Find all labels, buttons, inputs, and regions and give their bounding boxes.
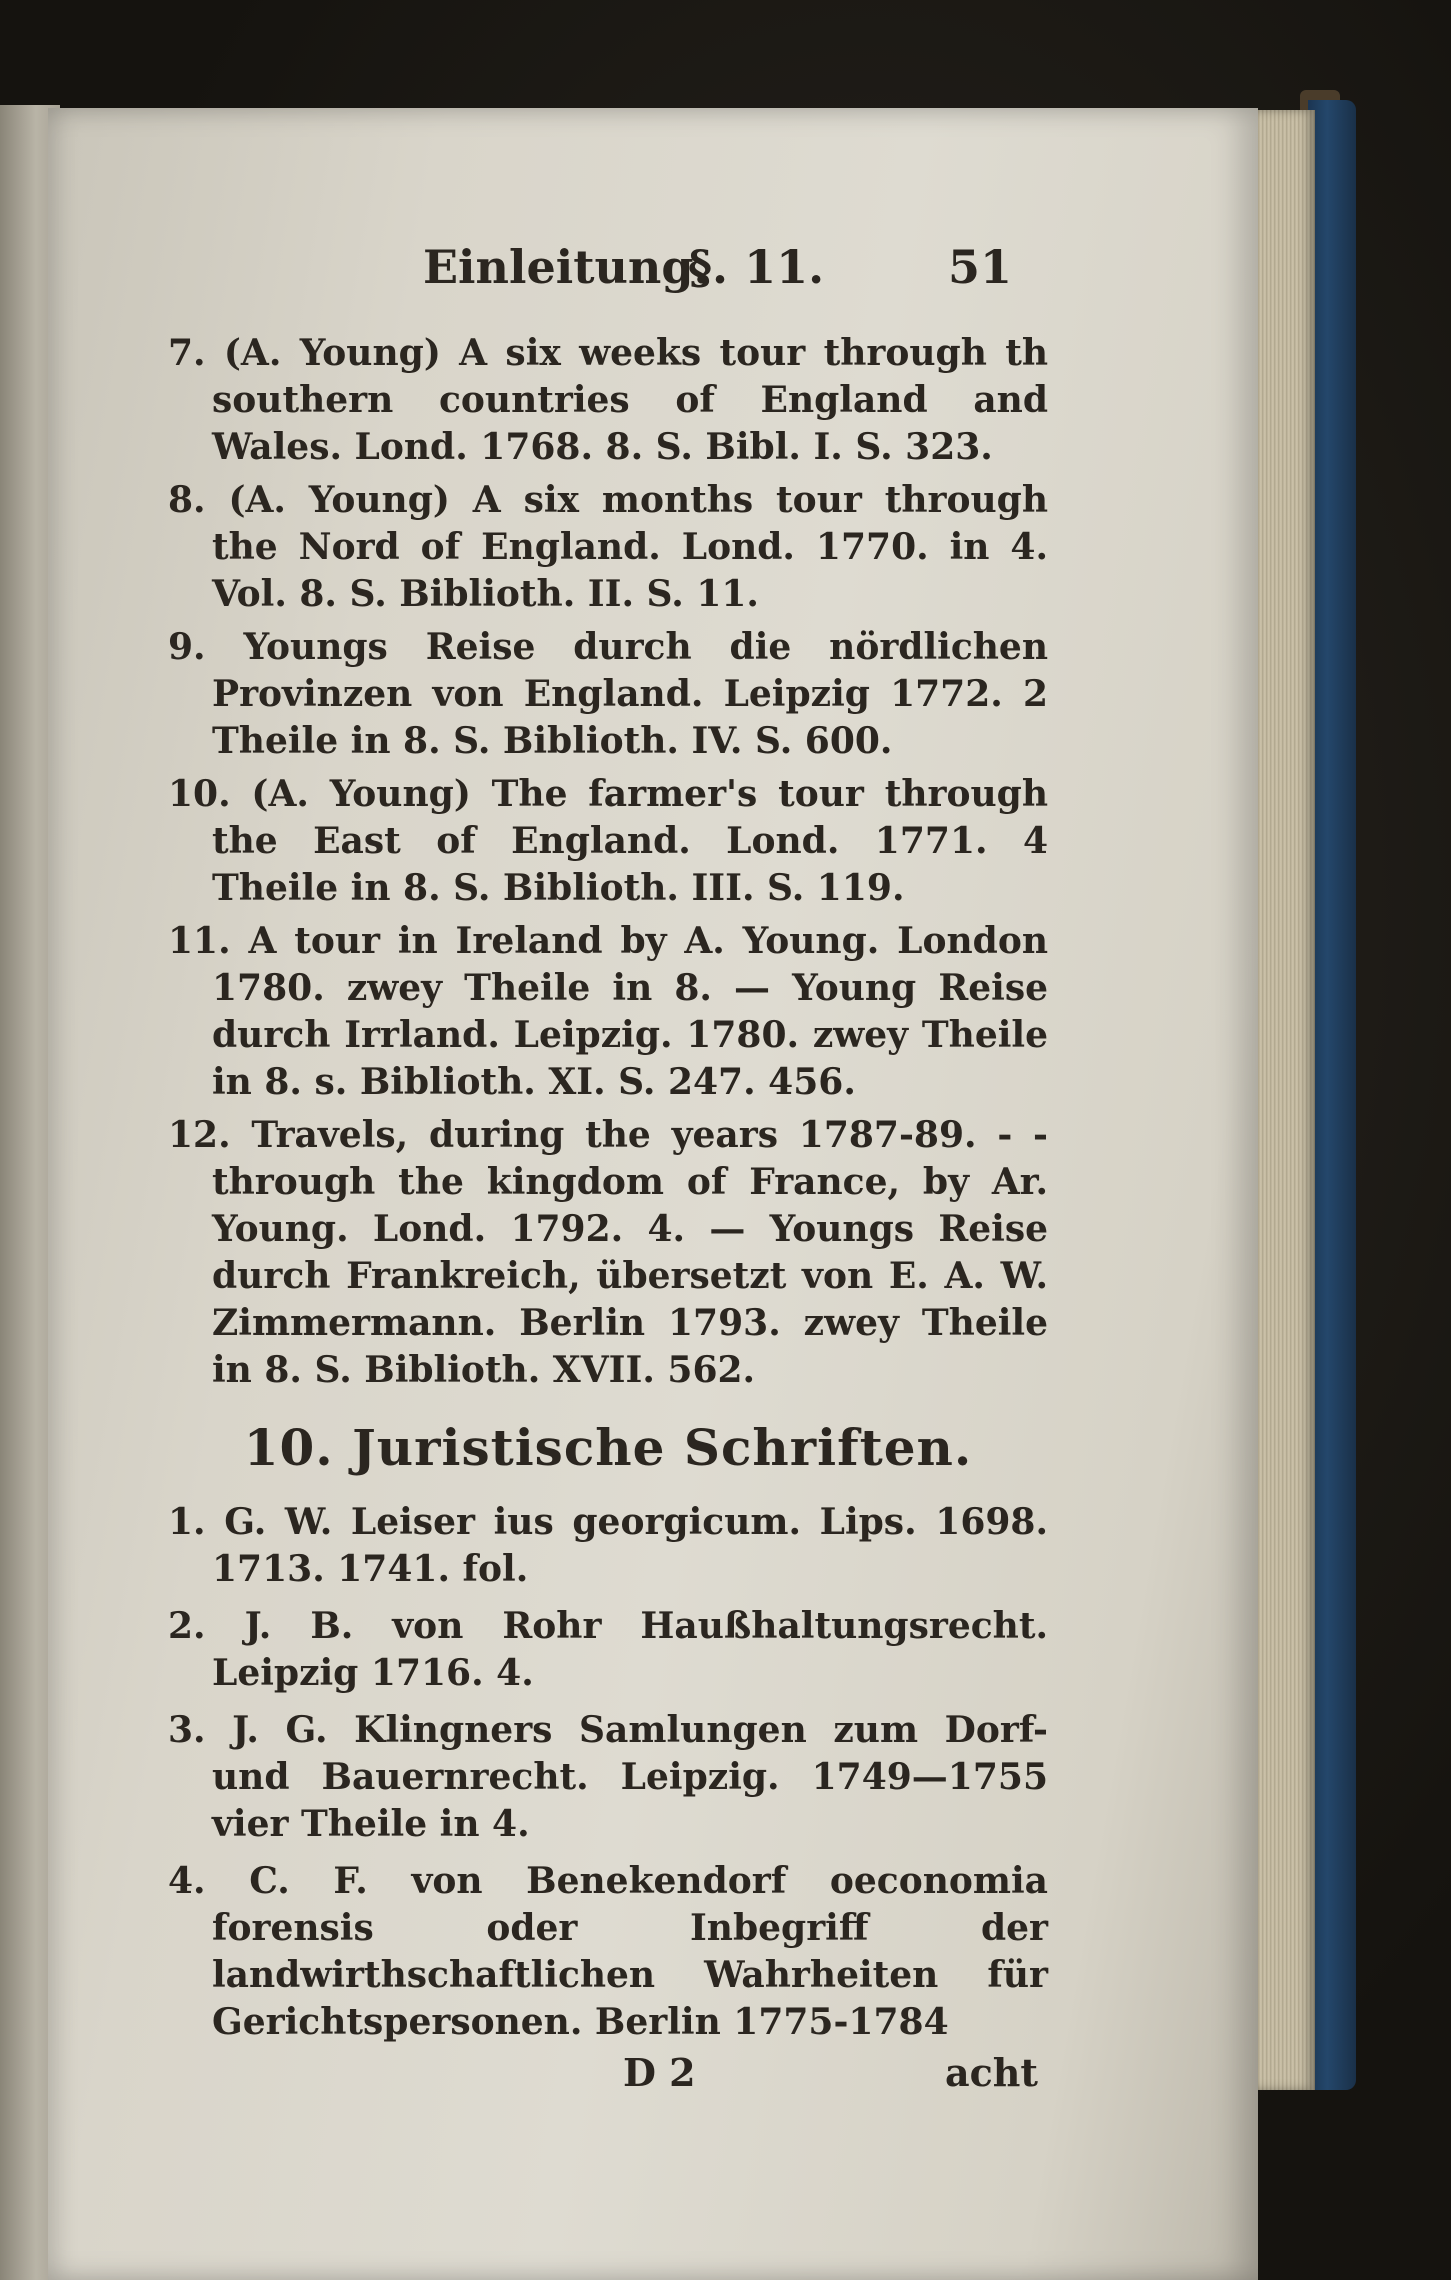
page-edges — [1255, 110, 1315, 2090]
entry-list-a — [168, 330, 1048, 1394]
page-text — [168, 230, 1048, 2100]
list-item: 8. (A. Young) A six months tour through the Nord of England. Lond. 1770. in 4. Vol. 8. S. Biblioth. II. S. 11. — [168, 479, 1048, 615]
entry-list-b — [168, 1499, 1048, 2046]
page-footer — [168, 2050, 1048, 2100]
list-item: 12. Travels, during the years 1787-89. - - through the kingdom of France, by Ar. Young. Lond. 1792. 4. — Youngs Reise durch Frankreich, übersetzt von E. A. W. Zimmermann. Berlin 1793. zwey Theile in 8. S. Biblioth. XVII. 562. — [168, 1114, 1048, 1391]
list-item: 11. A tour in Ireland by A. Young. London 1780. zwey Theile in 8. — Young Reise durch Irrland. Leipzig. 1780. zwey Theile in 8. s. Biblioth. XI. S. 247. 456. — [168, 920, 1048, 1103]
book-cover — [1308, 100, 1356, 2090]
section-heading: 10. Juristische Schriften. — [243, 1418, 973, 1477]
header-section: §. 11. — [688, 240, 825, 294]
list-item: 10. (A. Young) The farmer's tour through the East of England. Lond. 1771. 4 Theile in 8. S. Biblioth. III. S. 119. — [168, 773, 1048, 909]
list-item: 4. C. F. von Benekendorf oeconomia forensis oder Inbegriff der landwirthschaftlichen Wahrheiten für Gerichtspersonen. Berlin 1775-1784 — [168, 1860, 1048, 2043]
catchword: acht — [945, 2050, 1038, 2095]
list-item: 1. G. W. Leiser ius georgicum. Lips. 1698. 1713. 1741. fol. — [168, 1501, 1048, 1590]
signature-mark: D 2 — [623, 2050, 696, 2095]
header-title: Einleitung. — [423, 240, 710, 294]
list-item: 7. (A. Young) A six weeks tour through th southern countries of England and Wales. Lond. 1768. 8. S. Bibl. I. S. 323. — [168, 332, 1048, 468]
running-header — [168, 230, 1048, 300]
list-item: 3. J. G. Klingners Samlungen zum Dorf- und Bauernrecht. Leipzig. 1749—1755 vier Theile in 4. — [168, 1709, 1048, 1845]
list-item: 2. J. B. von Rohr Haußhaltungsrecht. Leipzig 1716. 4. — [168, 1605, 1048, 1694]
list-item: 9. Youngs Reise durch die nördlichen Provinzen von England. Leipzig 1772. 2 Theile in 8. S. Biblioth. IV. S. 600. — [168, 626, 1048, 762]
page-number: 51 — [948, 240, 1013, 294]
